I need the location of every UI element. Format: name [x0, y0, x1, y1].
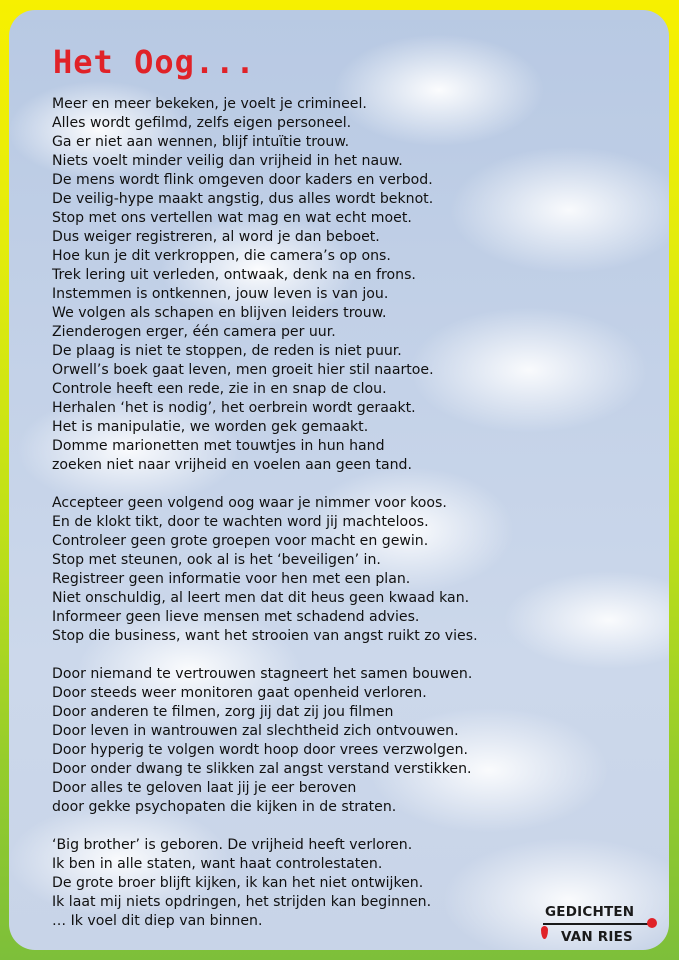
- poem-line: Niet onschuldig, al leert men dat dit heus geen kwaad kan.: [52, 590, 470, 606]
- poem-poster: [9, 10, 669, 950]
- poem-line: Niets voelt minder veilig dan vrijheid in het nauw.: [52, 153, 403, 169]
- poem-line: Controleer geen grote groepen voor macht en gewin.: [52, 533, 429, 549]
- poem-line: Door anderen te filmen, zorg jij dat zij jou filmen: [52, 704, 394, 720]
- poem-line: Orwell’s boek gaat leven, men groeit hier stil naartoe.: [52, 362, 434, 378]
- poem-line: Alles wordt gefilmd, zelfs eigen personeel.: [52, 115, 352, 131]
- poem-stanza: [52, 494, 652, 646]
- poem-line: Domme marionetten met touwtjes in hun hand: [52, 438, 385, 454]
- poem-line: Hoe kun je dit verkroppen, die camera’s op ons.: [52, 248, 391, 264]
- poem-line: … Ik voel dit diep van binnen.: [52, 913, 263, 929]
- poem-stanza: [52, 665, 652, 817]
- poem-line: Het is manipulatie, we worden gek gemaakt.: [52, 419, 369, 435]
- poem-line: Stop met ons vertellen wat mag en wat echt moet.: [52, 210, 412, 226]
- poem-line: Door alles te geloven laat jij je eer beroven: [52, 780, 357, 796]
- poem-line: De mens wordt flink omgeven door kaders en verbod.: [52, 172, 433, 188]
- poem-line: Controle heeft een rede, zie in en snap de clou.: [52, 381, 387, 397]
- poem-line: Instemmen is ontkennen, jouw leven is van jou.: [52, 286, 389, 302]
- poem-line: Ik laat mij niets opdringen, het strijden kan beginnen.: [52, 894, 432, 910]
- poem-line: Accepteer geen volgend oog waar je nimmer voor koos.: [52, 495, 447, 511]
- poem-line: Ga er niet aan wennen, blijf intuïtie trouw.: [52, 134, 350, 150]
- poem-line: ‘Big brother’ is geboren. De vrijheid heeft verloren.: [52, 837, 413, 853]
- logo-divider: [543, 923, 649, 925]
- poem-line: Herhalen ‘het is nodig’, het oerbrein wordt geraakt.: [52, 400, 416, 416]
- poem-line: De veilig-hype maakt angstig, dus alles wordt beknot.: [52, 191, 434, 207]
- logo-dot-icon: [647, 918, 657, 928]
- poem-line: Stop met steunen, ook al is het ‘beveiligen’ in.: [52, 552, 381, 568]
- poem-line: Door onder dwang te slikken zal angst verstand verstikken.: [52, 761, 472, 777]
- poem-line: Trek lering uit verleden, ontwaak, denk na en frons.: [52, 267, 416, 283]
- poem-line: De grote broer blijft kijken, ik kan het niet ontwijken.: [52, 875, 424, 891]
- poem-line: Registreer geen informatie voor hen met een plan.: [52, 571, 411, 587]
- poem-line: zoeken niet naar vrijheid en voelen aan geen tand.: [52, 457, 412, 473]
- poem-line: We volgen als schapen en blijven leiders trouw.: [52, 305, 387, 321]
- gedichten-van-ries-logo: [541, 902, 659, 948]
- poem-line: Door steeds weer monitoren gaat openheid verloren.: [52, 685, 427, 701]
- poem-line: door gekke psychopaten die kijken in de straten.: [52, 799, 397, 815]
- poem-line: Dus weiger registreren, al word je dan beboet.: [52, 229, 380, 245]
- logo-text-line2: VAN RIES: [561, 929, 633, 945]
- logo-drop-icon: [541, 926, 548, 939]
- poem-title: Het Oog...: [53, 43, 256, 81]
- poem-line: En de klokt tikt, door te wachten word jij machteloos.: [52, 514, 429, 530]
- poem-line: Door hyperig te volgen wordt hoop door vrees verzwolgen.: [52, 742, 468, 758]
- poem-line: Stop die business, want het strooien van angst ruikt zo vies.: [52, 628, 478, 644]
- poem-body: [52, 95, 652, 950]
- poem-stanza: [52, 95, 652, 475]
- poem-line: Door leven in wantrouwen zal slechtheid zich ontvouwen.: [52, 723, 459, 739]
- poem-line: Meer en meer bekeken, je voelt je crimineel.: [52, 96, 367, 112]
- poem-line: Door niemand te vertrouwen stagneert het samen bouwen.: [52, 666, 473, 682]
- poem-line: Informeer geen lieve mensen met schadend advies.: [52, 609, 420, 625]
- logo-text-line1: GEDICHTEN: [545, 904, 635, 920]
- poem-line: De plaag is niet te stoppen, de reden is niet puur.: [52, 343, 402, 359]
- poem-line: Ik ben in alle staten, want haat controlestaten.: [52, 856, 383, 872]
- poem-line: Zienderogen erger, één camera per uur.: [52, 324, 336, 340]
